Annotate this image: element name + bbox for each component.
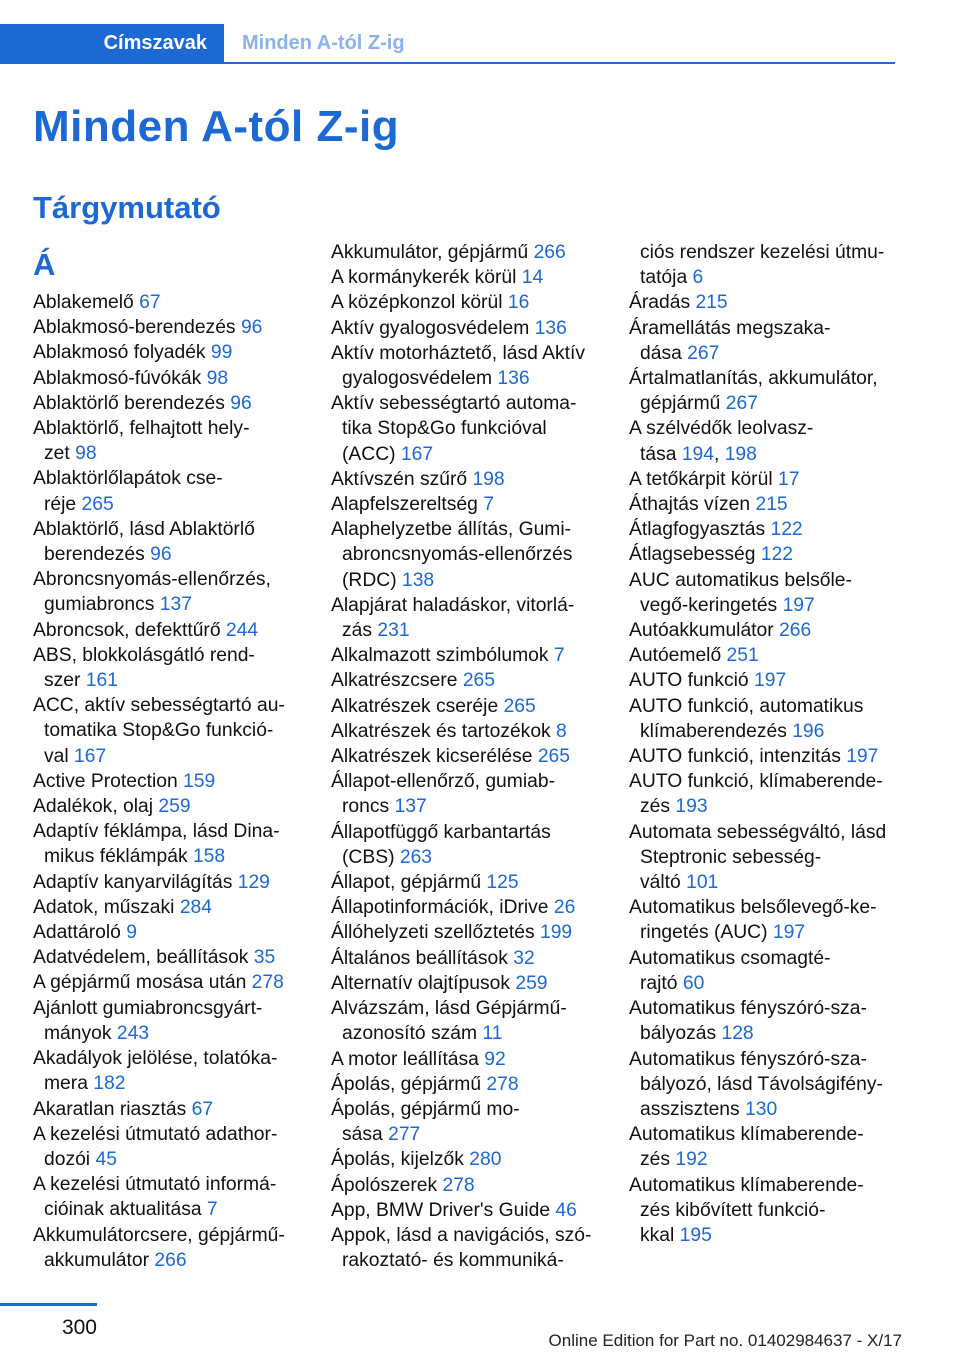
- index-column-3: [629, 240, 899, 1248]
- index-entry: [629, 618, 899, 643]
- page-reference-link[interactable]: 45: [95, 1148, 117, 1170]
- index-entry-text: Alkatrészek és tartozékok: [331, 720, 551, 742]
- index-entry-text: Ápolás, gépjármű mo-: [331, 1098, 520, 1120]
- index-entry-text: tomatika Stop&Go funkció-: [44, 720, 274, 742]
- index-entry: [331, 391, 601, 467]
- index-entry-text: Adatok, műszaki: [33, 896, 175, 918]
- index-entry: [331, 1097, 601, 1147]
- index-entry-text: Alkatrészek kicserélése: [331, 746, 533, 768]
- index-entry: [629, 895, 899, 945]
- page-reference-link[interactable]: 26: [553, 897, 576, 919]
- index-letter: Á: [33, 247, 56, 282]
- page-reference-link[interactable]: 16: [507, 292, 530, 314]
- page-reference-link[interactable]: 96: [150, 544, 172, 566]
- index-entry: [629, 668, 899, 693]
- index-entry-text: Alkatrészek cseréje: [331, 695, 499, 717]
- page-reference-link[interactable]: 128: [721, 1023, 754, 1045]
- index-entry: [33, 290, 301, 315]
- index-entry-text: zés kibővített funkció-: [640, 1199, 826, 1221]
- page-reference-link[interactable]: 125: [486, 872, 519, 894]
- page-reference-link[interactable]: 17: [777, 468, 800, 490]
- index-entry: [629, 568, 899, 618]
- index-entry-text: Áradás: [629, 292, 691, 314]
- index-entry: [33, 996, 301, 1046]
- index-entry: [629, 694, 899, 744]
- page-reference-link[interactable]: 278: [251, 972, 284, 994]
- index-entry-text: App, BMW Driver's Guide: [331, 1199, 551, 1221]
- page-reference-link[interactable]: 161: [85, 670, 118, 692]
- index-entry-text: zés: [640, 796, 671, 818]
- index-entry: [629, 290, 899, 315]
- index-entry: [331, 240, 601, 265]
- index-entry-text: roncs: [342, 796, 390, 818]
- index-entry-text: Automata sebességváltó, lásd: [629, 821, 887, 843]
- index-entry: [33, 1046, 301, 1096]
- index-entry-text: A motor leállítása: [331, 1048, 479, 1070]
- index-entry-text: A gépjármű mosása után: [33, 972, 247, 994]
- index-entry: [629, 996, 899, 1046]
- index-entry-text: ACC, aktív sebességtartó au-: [33, 695, 285, 717]
- index-entry: [33, 366, 301, 391]
- index-entry-text: akkumulátor: [44, 1249, 150, 1271]
- index-entry-text: Áthajtás vízen: [629, 494, 751, 516]
- page-reference-link[interactable]: 251: [726, 645, 759, 667]
- index-entry: [33, 391, 301, 416]
- index-entry: [33, 870, 301, 895]
- index-entry-text: Ablakmosó-berendezés: [33, 317, 236, 339]
- index-entry: [33, 895, 301, 920]
- page-reference-link[interactable]: 11: [482, 1023, 503, 1045]
- tab-cimszavak[interactable]: Címszavak: [0, 24, 224, 62]
- index-entry: [331, 467, 601, 492]
- index-entry: [33, 970, 301, 995]
- index-entry: [331, 290, 601, 315]
- index-entry: [33, 1223, 301, 1273]
- page-reference-link[interactable]: 122: [770, 519, 803, 541]
- index-entry: [331, 1072, 601, 1097]
- page-reference-link[interactable]: 35: [253, 947, 276, 969]
- index-entry-text: A középkonzol körül: [331, 292, 503, 314]
- index-entry-text: ringetés (AUC): [640, 922, 768, 944]
- index-entry: [33, 466, 301, 516]
- index-entry: [629, 366, 899, 416]
- index-entry: [629, 643, 899, 668]
- page-reference-link[interactable]: 280: [469, 1149, 502, 1171]
- index-entry-text: Alvázszám, lásd Gépjármű-: [331, 998, 567, 1020]
- index-entry-text: Aktív sebességtartó automa-: [331, 393, 577, 415]
- edition-note: Online Edition for Part no. 01402984637 - X/17: [548, 1331, 902, 1350]
- index-entry-text: azonosító szám: [342, 1023, 478, 1045]
- index-entry-text: Akaratlan riasztás: [33, 1098, 187, 1120]
- index-entry-text: ciós rendszer kezelési útmu-: [640, 242, 885, 263]
- index-entry-text: Alkatrészcsere: [331, 670, 458, 692]
- index-entry-text: Állapot, gépjármű: [331, 872, 482, 894]
- page-reference-link[interactable]: 215: [755, 494, 788, 516]
- index-entry-text: bályozás: [640, 1023, 717, 1045]
- index-entry-text: AUTO funkció, automatikus: [629, 695, 864, 717]
- index-entry-text: rajtó: [640, 972, 678, 994]
- index-entry-text: Alaphelyzetbe állítás, Gumi-: [331, 519, 572, 541]
- index-entry: [331, 769, 601, 819]
- index-entry: [331, 341, 601, 391]
- index-entry-text: Ablaktörlő berendezés: [33, 392, 225, 414]
- index-entry: [33, 1172, 301, 1222]
- index-entry-text: Ártalmatlanítás, akkumulátor,: [629, 368, 878, 390]
- page-reference-link[interactable]: 137: [159, 594, 192, 616]
- index-entry: [331, 517, 601, 593]
- index-entry-text: (CBS): [342, 846, 395, 868]
- index-entry-text: Aktív gyalogosvédelem: [331, 317, 530, 339]
- page-reference-link[interactable]: 96: [230, 392, 252, 414]
- index-entry-text: ABS, blokkolásgátló rend-: [33, 644, 255, 666]
- page-reference-link[interactable]: 278: [442, 1174, 475, 1196]
- index-entry: [331, 1198, 601, 1223]
- index-entry-text: zás: [342, 620, 373, 642]
- index-entry-text: zet: [44, 443, 70, 465]
- index-entry-text: bályozó, lásd Távolságifény-: [640, 1073, 883, 1095]
- index-entry: [331, 643, 601, 668]
- page-reference-link[interactable]: 259: [158, 796, 191, 818]
- index-entry: [33, 693, 301, 769]
- index-entry-text: Ápolószerek: [331, 1174, 438, 1196]
- index-entry: [331, 996, 601, 1046]
- index-entry-text: Adattároló: [33, 922, 121, 944]
- index-entry-text: Alapfelszereltség: [331, 494, 478, 516]
- page-reference-link[interactable]: 197: [772, 922, 806, 944]
- index-entry-text: sása: [342, 1124, 383, 1146]
- page-reference-link[interactable]: 284: [179, 896, 212, 918]
- index-entry-text: A kezelési útmutató informá-: [33, 1174, 277, 1196]
- page-reference-link[interactable]: 196: [792, 720, 825, 742]
- index-entry-text: Autóemelő: [629, 645, 722, 667]
- page-reference-link[interactable]: 215: [695, 292, 728, 314]
- index-entry-text: Aktívszén szűrő: [331, 468, 468, 490]
- page-reference-link[interactable]: 96: [240, 317, 263, 339]
- index-entry: [331, 920, 601, 945]
- index-entry-text: gumiabroncs: [44, 594, 155, 616]
- index-entry-text: tatója: [640, 267, 688, 289]
- index-entry-text: Autóakkumulátor: [629, 620, 774, 642]
- index-entry-text: tása: [640, 443, 677, 465]
- index-entry-text: Ablakemelő: [33, 292, 134, 313]
- index-entry-text: klímaberendezés: [640, 720, 787, 742]
- page-reference-link[interactable]: 7: [553, 645, 565, 667]
- index-entry-text: Átlagfogyasztás: [629, 519, 766, 541]
- index-entry-text: váltó: [640, 872, 681, 894]
- page-reference-link[interactable]: 259: [515, 972, 548, 994]
- index-entry-text: zés: [640, 1149, 671, 1171]
- index-entry-text: Automatikus fényszóró-sza-: [629, 1048, 867, 1070]
- page-reference-link[interactable]: 129: [237, 871, 270, 893]
- index-entry-text: (RDC): [342, 569, 397, 591]
- index-entry: [33, 819, 301, 869]
- index-entry-text: A tetőkárpit körül: [629, 468, 773, 490]
- page-reference-link[interactable]: 159: [183, 770, 216, 792]
- index-entry-text: Ablaktörlő, felhajtott hely-: [33, 418, 250, 440]
- index-entry: [33, 769, 301, 794]
- index-entry-text: Aktív motorháztető, lásd Aktív: [331, 342, 585, 364]
- index-entry: [331, 719, 601, 744]
- index-entry-text: Állapotfüggő karbantartás: [331, 821, 551, 843]
- tab-minden-a-tol-z-ig[interactable]: Minden A-tól Z-ig: [242, 32, 405, 54]
- index-entry-text: kkal: [640, 1224, 675, 1246]
- page-number: 300: [61, 1316, 97, 1339]
- index-entry: [33, 618, 301, 643]
- index-entry: [629, 1173, 899, 1249]
- page-reference-link[interactable]: 46: [555, 1199, 577, 1221]
- index-entry-text: Automatikus klímaberende-: [629, 1124, 864, 1146]
- index-entry-text: Steptronic sebesség-: [640, 846, 822, 868]
- index-entry-text: Ablakmosó-fúvókák: [33, 367, 202, 389]
- page-reference-link[interactable]: 194: [681, 443, 714, 465]
- index-entry-text: tika Stop&Go funkcióval: [342, 418, 547, 440]
- page-reference-link[interactable]: 278: [486, 1073, 519, 1095]
- index-entry-text: Alkalmazott szimbólumok: [331, 645, 549, 667]
- index-entry-text: dozói: [44, 1148, 91, 1170]
- index-entry: [331, 744, 601, 769]
- index-entry: [629, 820, 899, 896]
- index-entry-text: Abroncsnyomás-ellenőrzés,: [33, 569, 271, 591]
- page-reference-link[interactable]: 9: [126, 922, 137, 944]
- index-entry-text: Automatikus belsőlevegő-ke-: [629, 897, 877, 919]
- page-reference-link[interactable]: 182: [93, 1073, 126, 1095]
- index-entry: [629, 240, 899, 290]
- index-entry: [33, 1097, 301, 1122]
- page-reference-link[interactable]: 199: [539, 922, 573, 944]
- index-entry-text: Általános beállítások: [331, 947, 508, 969]
- page-reference-link[interactable]: 6: [692, 267, 704, 289]
- index-entry: [331, 1173, 601, 1198]
- index-entry-text: A kezelési útmutató adathor-: [33, 1123, 278, 1145]
- index-entry-text: rakoztató- és kommuniká-: [342, 1250, 564, 1272]
- index-entry-text: mikus féklámpák: [44, 846, 188, 868]
- index-entry-text: mányok: [44, 1022, 112, 1044]
- index-entry-text: (ACC): [342, 443, 396, 465]
- footer-divider: [0, 1303, 97, 1306]
- index-entry-text: Átlagsebesség: [629, 544, 756, 566]
- index-entry-text: Ajánlott gumiabroncsgyárt-: [33, 997, 263, 1019]
- page-reference-link[interactable]: 197: [754, 670, 787, 692]
- index-entry: [33, 340, 301, 365]
- index-entry-text: Automatikus csomagté-: [629, 947, 831, 969]
- index-entry-text: Akkumulátorcsere, gépjármű-: [33, 1224, 285, 1246]
- page-reference-link[interactable]: 136: [497, 368, 530, 390]
- index-entry: [331, 593, 601, 643]
- page-reference-link[interactable]: 138: [401, 569, 435, 591]
- page-reference-link[interactable]: 137: [394, 796, 427, 818]
- index-entry: [33, 794, 301, 819]
- index-entry: [629, 492, 899, 517]
- page-reference-link[interactable]: 243: [116, 1022, 150, 1044]
- page-reference-link[interactable]: 263: [399, 846, 433, 868]
- index-entry-text: Állapot-ellenőrző, gumiab-: [331, 771, 555, 793]
- index-entry-text: gyalogosvédelem: [342, 368, 493, 390]
- index-entry: [33, 517, 301, 567]
- page-reference-link[interactable]: 266: [779, 620, 812, 642]
- index-entry: A szélvédők leolvasz- tása 194, 198: [629, 418, 814, 465]
- page-reference-link[interactable]: 60: [682, 972, 705, 994]
- page-reference-link[interactable]: 267: [687, 342, 720, 364]
- index-entry: [331, 1147, 601, 1172]
- section-subtitle: Tárgymutató: [33, 190, 221, 225]
- index-entry-text: Ápolás, gépjármű: [331, 1073, 482, 1095]
- page-reference-link[interactable]: 231: [377, 620, 410, 642]
- index-entry: [629, 1122, 899, 1172]
- page-reference-link[interactable]: 265: [81, 493, 114, 515]
- page-reference-link[interactable]: 122: [760, 544, 794, 566]
- index-entry: [331, 1047, 601, 1072]
- index-entry-text: Áramellátás megszaka-: [629, 317, 831, 339]
- page-reference-link[interactable]: 92: [484, 1048, 506, 1070]
- index-entry: [331, 895, 601, 920]
- index-entry-text: A szélvédők leolvasz-: [629, 418, 814, 440]
- index-entry: [331, 1223, 601, 1273]
- index-entry-text: Állóhelyzeti szellőztetés: [331, 922, 535, 944]
- index-entry: [331, 971, 601, 996]
- page-reference-link[interactable]: 197: [846, 746, 879, 768]
- page-reference-link[interactable]: 195: [679, 1224, 712, 1246]
- page-reference-link[interactable]: 192: [675, 1149, 708, 1171]
- index-column-2: [331, 240, 601, 1273]
- header-tabs: [0, 24, 895, 64]
- index-column-1: [33, 240, 301, 1273]
- index-entry: [33, 315, 301, 340]
- index-entry-text: Ablaktörlő, lásd Ablaktörlő: [33, 518, 255, 540]
- index-entry: [331, 820, 601, 870]
- page-reference-link[interactable]: 267: [725, 393, 758, 415]
- index-entry-text: abroncsnyomás-ellenőrzés: [342, 544, 573, 566]
- index-entry-text: Adatvédelem, beállítások: [33, 947, 249, 969]
- index-entry-text: gépjármű: [640, 393, 721, 415]
- index-entry: [33, 920, 301, 945]
- index-entry: [629, 946, 899, 996]
- page-reference-link[interactable]: 98: [206, 367, 229, 389]
- index-entry: [629, 467, 899, 492]
- index-entry: [331, 694, 601, 719]
- page-reference-link[interactable]: 265: [537, 746, 570, 768]
- page-reference-link[interactable]: 98: [75, 443, 97, 465]
- index-entry-text: Adalékok, olaj: [33, 796, 154, 818]
- page-reference-link[interactable]: 7: [206, 1199, 218, 1221]
- index-entry-text: AUC automatikus belsőle-: [629, 569, 852, 591]
- index-entry: [629, 542, 899, 567]
- page-reference-link[interactable]: 67: [191, 1098, 214, 1120]
- index-entry-text: Automatikus klímaberende-: [629, 1174, 864, 1196]
- page-reference-link[interactable]: 101: [686, 872, 719, 894]
- page-reference-link[interactable]: 14: [521, 267, 544, 289]
- index-entry: [629, 769, 899, 819]
- index-entry-text: asszisztens: [640, 1098, 740, 1120]
- index-entry-text: Appok, lásd a navigációs, szó-: [331, 1224, 592, 1246]
- page-reference-link[interactable]: 130: [745, 1098, 778, 1120]
- index-entry: [629, 316, 899, 366]
- index-entry-text: AUTO funkció, intenzitás: [629, 746, 841, 768]
- index-entry-text: Akadályok jelölése, tolatóka-: [33, 1048, 278, 1070]
- index-entry: [629, 517, 899, 542]
- index-entry: [331, 265, 601, 290]
- index-entry-text: cióinak aktualitása: [44, 1199, 202, 1221]
- index-entry-text: AUTO funkció: [629, 670, 749, 692]
- index-entry: [629, 744, 899, 769]
- index-entry: [331, 668, 601, 693]
- page-reference-link[interactable]: 197: [782, 594, 815, 616]
- page-reference-link[interactable]: 193: [675, 796, 708, 818]
- index-entry: [33, 1122, 301, 1172]
- index-entry-text: Active Protection: [33, 770, 178, 792]
- index-entry: [331, 492, 601, 517]
- index-entry-text: Ápolás, kijelzők: [331, 1149, 464, 1171]
- index-entry: [33, 945, 301, 970]
- page-reference-link[interactable]: 198: [724, 443, 757, 465]
- page-reference-link[interactable]: 265: [462, 670, 495, 692]
- page-reference-link[interactable]: 136: [534, 317, 567, 339]
- page-reference-link[interactable]: 167: [400, 443, 434, 465]
- index-entry-text: Akkumulátor, gépjármű: [331, 242, 529, 263]
- index-entry: [331, 316, 601, 341]
- page-reference-link[interactable]: 266: [533, 242, 566, 263]
- index-entry: [33, 643, 301, 693]
- index-entry-text: dása: [640, 342, 682, 364]
- index-entry: [33, 416, 301, 466]
- index-entry-text: AUTO funkció, klímaberende-: [629, 771, 883, 793]
- index-entry-text: berendezés: [44, 544, 145, 566]
- page-reference-link[interactable]: 265: [503, 695, 536, 717]
- index-entry-text: Ablakmosó folyadék: [33, 342, 206, 364]
- page-reference-link[interactable]: 266: [154, 1249, 187, 1271]
- page-reference-link[interactable]: 244: [225, 619, 259, 641]
- index-entry-text: Állapotinformációk, iDrive: [331, 897, 549, 919]
- index-entry: [33, 567, 301, 617]
- page-reference-link[interactable]: 99: [210, 342, 233, 364]
- page-reference-link[interactable]: 8: [556, 720, 567, 742]
- index-entry-text: réje: [44, 493, 77, 515]
- index-entry: [331, 946, 601, 971]
- page-reference-link[interactable]: 32: [513, 947, 535, 969]
- index-entry-text: Alapjárat haladáskor, vitorlá-: [331, 594, 575, 616]
- index-entry-text: Adaptív kanyarvilágítás: [33, 871, 233, 893]
- index-entry-text: A kormánykerék körül: [331, 267, 517, 289]
- index-entry-text: Alternatív olajtípusok: [331, 972, 510, 994]
- page-reference-link[interactable]: 277: [388, 1124, 421, 1146]
- page-reference-link[interactable]: 167: [74, 745, 107, 767]
- page-reference-link[interactable]: 7: [483, 494, 494, 516]
- index-entry-text: mera: [44, 1073, 88, 1095]
- index-entry: [331, 870, 601, 895]
- page-title: Minden A-tól Z-ig: [33, 102, 400, 151]
- index-entry-text: Automatikus fényszóró-sza-: [629, 998, 867, 1020]
- index-entry-text: val: [44, 745, 69, 767]
- index-entry-text: Ablaktörlőlapátok cse-: [33, 468, 223, 490]
- page-reference-link[interactable]: 67: [139, 292, 161, 313]
- index-entry-text: szer: [44, 670, 81, 692]
- index-entry-text: Abroncsok, defekttűrő: [33, 619, 221, 641]
- index-entry: [629, 1047, 899, 1123]
- page-reference-link[interactable]: 198: [472, 468, 505, 490]
- index-entry-text: vegő-keringetés: [640, 594, 778, 616]
- page-reference-link[interactable]: 158: [192, 846, 226, 868]
- index-entry-text: Adaptív féklámpa, lásd Dina-: [33, 821, 280, 843]
